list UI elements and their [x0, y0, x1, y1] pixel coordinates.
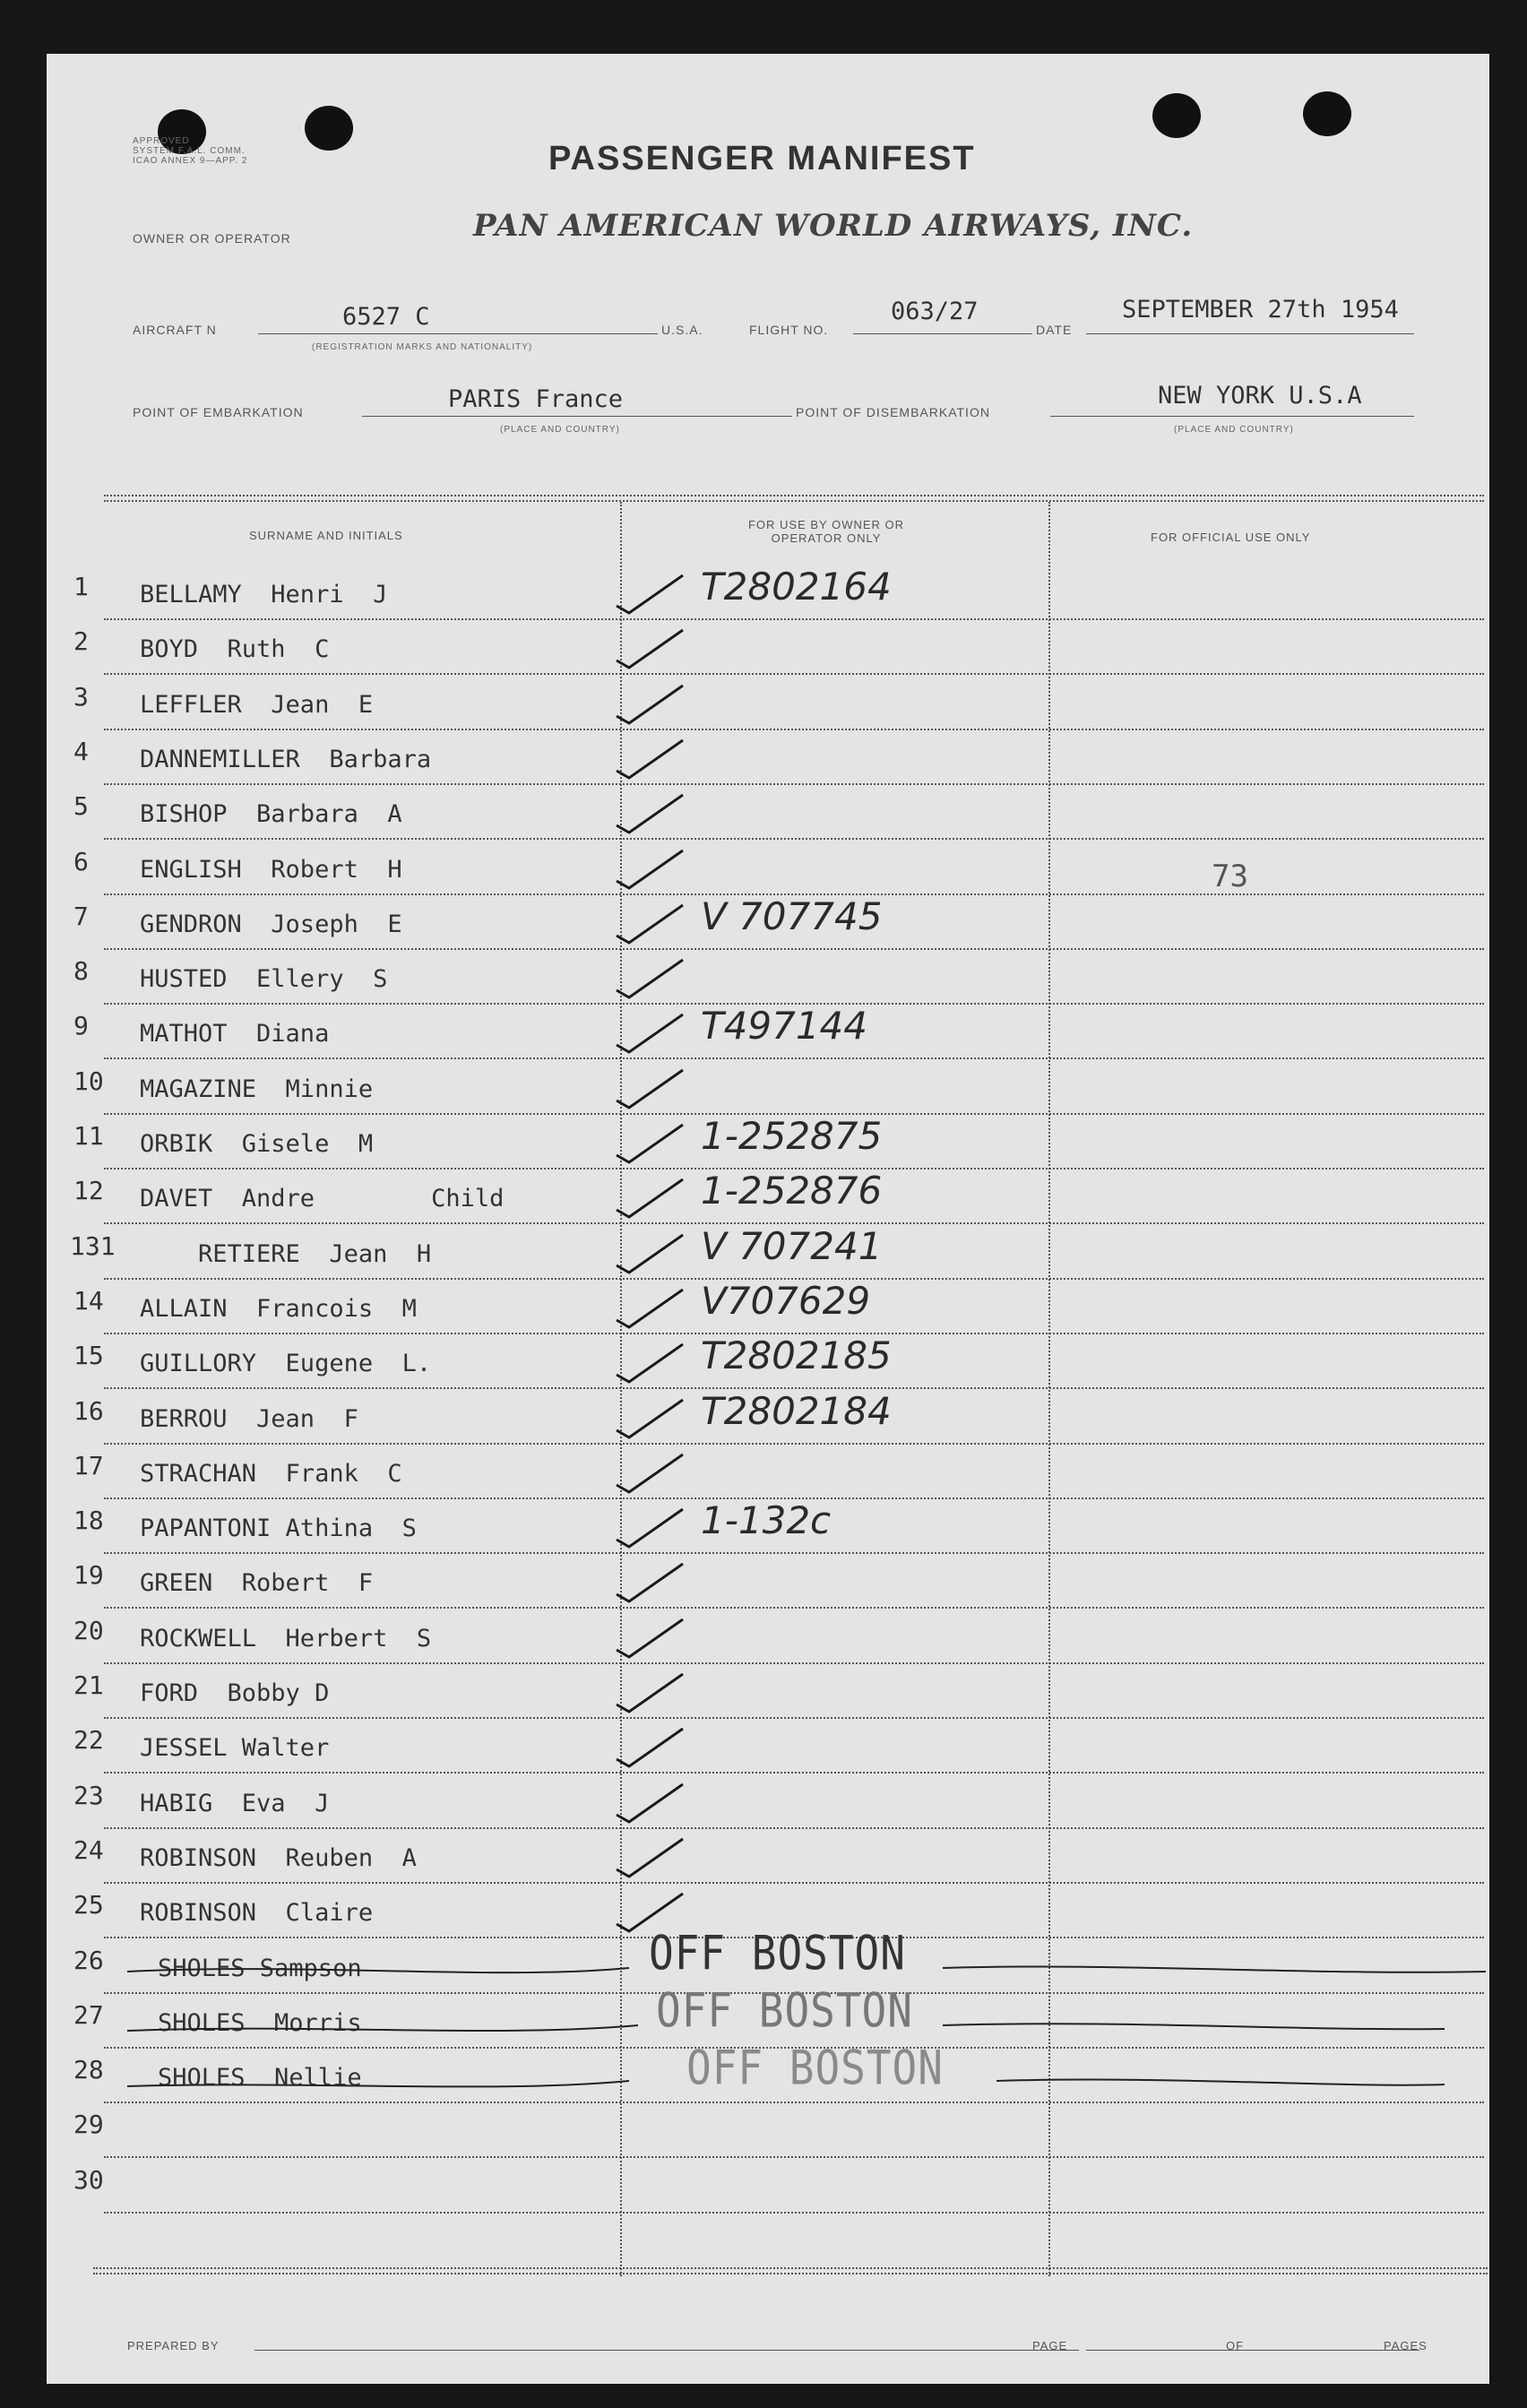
row-number: 24: [73, 1834, 104, 1865]
punch-hole: [305, 106, 353, 151]
table-bottom-border: [93, 2267, 1488, 2269]
date-label: DATE: [1036, 323, 1073, 337]
col-surname-header: SURNAME AND INITIALS: [249, 529, 403, 542]
row-number: 29: [73, 2110, 104, 2140]
check-mark-icon: [611, 1500, 692, 1554]
check-mark-icon: [611, 1446, 692, 1499]
passenger-name: BISHOP Barbara A: [140, 800, 402, 829]
row-number: 131: [70, 1230, 116, 1261]
row-number: 3: [73, 681, 89, 712]
ticket-code: T2802184: [701, 1388, 892, 1433]
aircraft-caption: (REGISTRATION MARKS AND NATIONALITY): [312, 342, 533, 352]
usa-label: U.S.A.: [661, 323, 703, 337]
check-mark-icon: [611, 1226, 692, 1280]
row-line: [104, 2102, 1484, 2103]
row-number: 27: [73, 1999, 104, 2030]
row-number: 28: [73, 2055, 104, 2085]
passenger-name: HUSTED Ellery S: [140, 965, 388, 994]
approval-block: [133, 136, 247, 166]
row-number: 5: [73, 791, 89, 822]
passenger-name: SHOLES Sampson: [158, 1954, 362, 1982]
flight-underline: [853, 333, 1032, 334]
row-number: 8: [73, 956, 89, 987]
row-number: 18: [73, 1506, 104, 1536]
disembark-caption: (PLACE AND COUNTRY): [1174, 425, 1294, 435]
check-mark-icon: [611, 731, 692, 785]
row-line: [104, 2156, 1484, 2158]
row-number: 17: [73, 1450, 104, 1480]
table-top-border: [104, 495, 1484, 496]
row-number: 20: [73, 1615, 104, 1645]
row-number: 23: [73, 1780, 104, 1810]
approval-line: ICAO ANNEX 9—APP. 2: [133, 156, 248, 166]
passenger-name: ROBINSON Claire: [140, 1899, 374, 1928]
check-mark-icon: [611, 621, 692, 675]
passenger-name: ENGLISH Robert H: [140, 855, 402, 884]
manifest-sheet: [47, 54, 1489, 2384]
passenger-name: GENDRON Joseph E: [140, 910, 402, 938]
page-label: PAGE: [1032, 2339, 1068, 2352]
approval-line: SYSTEM F.A.L. COMM.: [133, 146, 246, 156]
row-number: 14: [73, 1285, 104, 1316]
check-mark-icon: [611, 677, 692, 730]
passenger-name: STRACHAN Frank C: [140, 1459, 402, 1488]
row-line: [104, 1882, 1484, 1884]
row-number: 7: [73, 901, 89, 931]
check-mark-icon: [611, 842, 692, 895]
row-number: 26: [73, 1945, 104, 1975]
row-number: 1: [73, 572, 89, 601]
passenger-name: BOYD Ruth C: [140, 635, 330, 664]
passenger-name: GREEN Robert F: [140, 1569, 374, 1598]
row-line: [104, 1552, 1484, 1554]
check-mark-icon: [611, 786, 692, 840]
check-mark-icon: [611, 566, 692, 620]
strike-line: [996, 2079, 1445, 2084]
strike-line: [943, 1966, 1486, 1972]
aircraft-value: 6527 C: [342, 303, 430, 331]
pages-label: PAGES: [1384, 2339, 1428, 2352]
off-boston-stamp: OFF BOSTON: [656, 1981, 913, 2039]
passenger-name: HABIG Eva J: [140, 1789, 330, 1817]
disembark-underline: [1050, 416, 1414, 417]
row-line: [104, 1443, 1484, 1445]
check-mark-icon: [611, 1720, 692, 1774]
row-number: 10: [73, 1066, 104, 1096]
ticket-code: V 707745: [701, 893, 883, 938]
passenger-name: BERROU Jean F: [140, 1404, 358, 1433]
ticket-code: 1-132c: [701, 1498, 832, 1543]
ticket-code: T2802164: [701, 565, 892, 608]
row-line: [104, 1662, 1484, 1664]
prepared-label: PREPARED BY: [127, 2339, 220, 2352]
row-line: [104, 1772, 1484, 1774]
row-line: [104, 1607, 1484, 1609]
passenger-name: SHOLES Nellie: [158, 2064, 362, 2093]
of-label: OF: [1226, 2339, 1245, 2352]
check-mark-icon: [611, 1170, 692, 1224]
official-mark: 73: [1212, 859, 1248, 894]
row-line: [104, 1827, 1484, 1829]
row-number: 30: [73, 2164, 104, 2195]
disembark-value: NEW YORK U.S.A: [1158, 382, 1362, 410]
approval-line: APPROVED: [133, 136, 190, 146]
passenger-name: SHOLES Morris: [158, 2008, 362, 2037]
row-number: 15: [73, 1341, 104, 1371]
row-line: [104, 1717, 1484, 1719]
date-value: SEPTEMBER 27th 1954: [1122, 296, 1399, 324]
passenger-name: LEFFLER Jean E: [140, 690, 374, 719]
flight-value: 063/27: [891, 298, 979, 325]
row-number: 19: [73, 1560, 104, 1591]
owner-label: OWNER OR OPERATOR: [133, 231, 291, 246]
ticket-code: 1-252876: [701, 1169, 883, 1213]
row-number: 6: [73, 846, 89, 876]
passenger-name: ROBINSON Reuben A: [140, 1843, 417, 1872]
check-mark-icon: [611, 951, 692, 1005]
owner-name: PAN AMERICAN WORLD AIRWAYS, INC.: [473, 208, 1194, 244]
check-mark-icon: [611, 1610, 692, 1664]
check-mark-icon: [611, 1830, 692, 1884]
row-number: 21: [73, 1670, 104, 1700]
row-line: [104, 673, 1484, 675]
check-mark-icon: [611, 896, 692, 950]
row-number: 9: [73, 1011, 89, 1041]
passenger-name: RETIERE Jean H: [140, 1239, 432, 1268]
ticket-code: V 707241: [701, 1223, 883, 1268]
embark-underline: [362, 416, 792, 417]
strike-line: [943, 2024, 1445, 2029]
passenger-name: BELLAMY Henri J: [140, 581, 388, 608]
row-number: 2: [73, 626, 89, 657]
row-line: [104, 838, 1484, 840]
punch-hole: [1152, 93, 1201, 138]
passenger-name: ROCKWELL Herbert S: [140, 1624, 432, 1653]
check-mark-icon: [611, 1281, 692, 1334]
row-number: 16: [73, 1395, 104, 1426]
row-line: [104, 783, 1484, 785]
col-owner-header: FOR USE BY OWNER OR OPERATOR ONLY: [747, 518, 905, 545]
embark-label: POINT OF EMBARKATION: [133, 405, 304, 419]
row-number: 11: [73, 1121, 104, 1151]
check-mark-icon: [611, 1391, 692, 1445]
embark-caption: (PLACE AND COUNTRY): [500, 425, 620, 435]
off-boston-stamp: OFF BOSTON: [649, 1924, 906, 1981]
row-line: [104, 2212, 1484, 2214]
date-underline: [1086, 333, 1414, 334]
check-mark-icon: [611, 1555, 692, 1609]
passenger-name: ALLAIN Francois M: [140, 1294, 417, 1323]
passenger-name: ORBIK Gisele M: [140, 1130, 374, 1158]
table-top-border: [104, 500, 1484, 502]
off-boston-stamp: OFF BOSTON: [686, 2039, 944, 2096]
embark-value: PARIS France: [448, 385, 624, 413]
check-mark-icon: [611, 1665, 692, 1719]
check-mark-icon: [611, 1061, 692, 1115]
aircraft-label: AIRCRAFT N: [133, 323, 217, 337]
row-line: [104, 729, 1484, 730]
row-number: 12: [73, 1176, 104, 1206]
passenger-name: GUILLORY Eugene L.: [140, 1350, 432, 1378]
check-mark-icon: [611, 1335, 692, 1389]
page-title: PASSENGER MANIFEST: [548, 140, 976, 177]
ticket-code: 1-252875: [701, 1114, 883, 1158]
ticket-code: T497144: [701, 1004, 867, 1049]
passenger-name: MATHOT Diana: [140, 1020, 330, 1049]
ticket-code: T2802185: [701, 1333, 892, 1378]
check-mark-icon: [611, 1775, 692, 1829]
prepared-underline: [254, 2350, 1079, 2351]
row-line: [104, 618, 1484, 620]
passenger-name: DANNEMILLER Barbara: [140, 745, 432, 773]
flight-label: FLIGHT NO.: [749, 323, 829, 337]
check-mark-icon: [611, 1116, 692, 1169]
row-line: [104, 1057, 1484, 1059]
passenger-name: FORD Bobby D: [140, 1679, 330, 1707]
passenger-name: JESSEL Walter: [140, 1734, 330, 1763]
row-number: 4: [73, 736, 89, 766]
check-mark-icon: [611, 1005, 692, 1059]
passenger-name: DAVET Andre Child: [140, 1185, 505, 1213]
aircraft-underline: [258, 333, 658, 334]
ticket-code: V707629: [701, 1278, 871, 1323]
disembark-label: POINT OF DISEMBARKATION: [796, 405, 990, 419]
row-number: 22: [73, 1725, 104, 1756]
row-number: 25: [73, 1890, 104, 1920]
passenger-name: MAGAZINE Minnie: [140, 1075, 374, 1103]
row-line: [104, 948, 1484, 950]
col-official-header: FOR OFFICIAL USE ONLY: [1151, 531, 1311, 544]
passenger-name: PAPANTONI Athina S: [140, 1515, 417, 1543]
punch-hole: [1303, 91, 1351, 136]
table-bottom-border: [93, 2273, 1488, 2274]
